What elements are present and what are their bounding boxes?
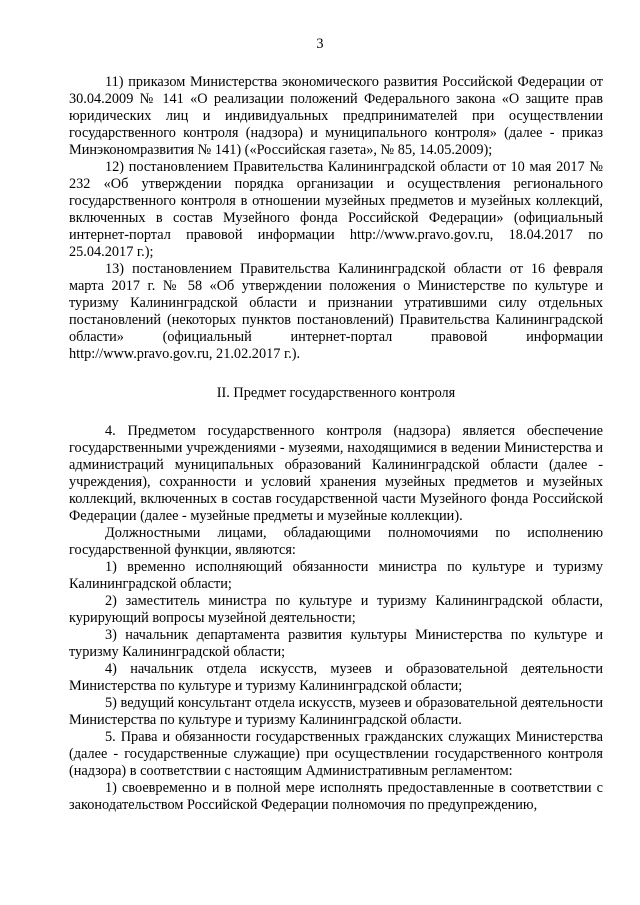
paragraph-official-5: 5) ведущий консультант отдела искусств, музеев и образовательной деятельности Министерства по культуре и туризму Калининградской области. — [69, 695, 603, 728]
section-heading: II. Предмет государственного контроля — [216, 385, 456, 401]
paragraph-official-2: 2) заместитель министра по культуре и туризму Калининградской области, курирующий вопросы музейной деятельности; — [69, 593, 603, 626]
page-number: 3 — [316, 36, 324, 52]
paragraph-item-12: 12) постановлением Правительства Калининградской области от 10 мая 2017 № 232 «Об утверждении порядка организации и осуществления регионального государственного контроля в отношении музейных предметов и музейных коллекций, включенных в состав Музейного фонда Российской Федерации» (официальный интернет-портал правовой информации http://www.pravo.gov.ru, 18.04.2017 по 25.04.2017 г.); — [69, 159, 603, 260]
paragraph-item-11: 11) приказом Министерства экономического развития Российской Федерации от 30.04.2009 № 141 «О реализации положений Федерального закона «О защите прав юридических лиц и индивидуальных предпринимателей при осуществлении государственного контроля (надзора) и муниципального контроля» (далее - приказ Минэкономразвития № 141) («Российская газета», № 85, 14.05.2009); — [69, 74, 603, 158]
paragraph-official-4: 4) начальник отдела искусств, музеев и образовательной деятельности Министерства по культуре и туризму Калининградской области; — [69, 661, 603, 694]
paragraph-duty-1: 1) своевременно и в полной мере исполнять предоставленные в соответствии с законодательством Российской Федерации полномочия по предупреждению, — [69, 780, 603, 813]
paragraph-official-3: 3) начальник департамента развития культуры Министерства по культуре и туризму Калининградской области; — [69, 627, 603, 660]
paragraph-item-13: 13) постановлением Правительства Калининградской области от 16 февраля марта 2017 г. № 58 «Об утверждении положения о Министерстве по культуре и туризму Калининградской области и признании утратившими силу отдельных постановлений (некоторых пунктов постановлений) Правительства Калининградской области» (официальный интернет-портал правовой информации http://www.pravo.gov.ru, 21.02.2017 г.). — [69, 261, 603, 362]
paragraph-clause-5: 5. Права и обязанности государственных гражданских служащих Министерства (далее - государственные служащие) при осуществлении государственного контроля (надзора) в соответствии с настоящим Административным регламентом: — [69, 729, 603, 779]
document-body — [69, 74, 603, 814]
paragraph-clause-4: 4. Предметом государственного контроля (надзора) является обеспечение государственными учреждениями - музеями, находящимися в ведении Министерства и администраций муниципальных образований Калининградской области (далее - учреждения), сохранности и условий хранения музейных предметов и музейных коллекций, включенных в состав государственной части Музейного фонда Российской Федерации (далее - музейные предметы и музейные коллекции). — [69, 423, 603, 524]
paragraph-officials-intro: Должностными лицами, обладающими полномочиями по исполнению государственной функции, являются: — [69, 525, 603, 558]
paragraph-official-1: 1) временно исполняющий обязанности министра по культуре и туризму Калининградской области; — [69, 559, 603, 592]
